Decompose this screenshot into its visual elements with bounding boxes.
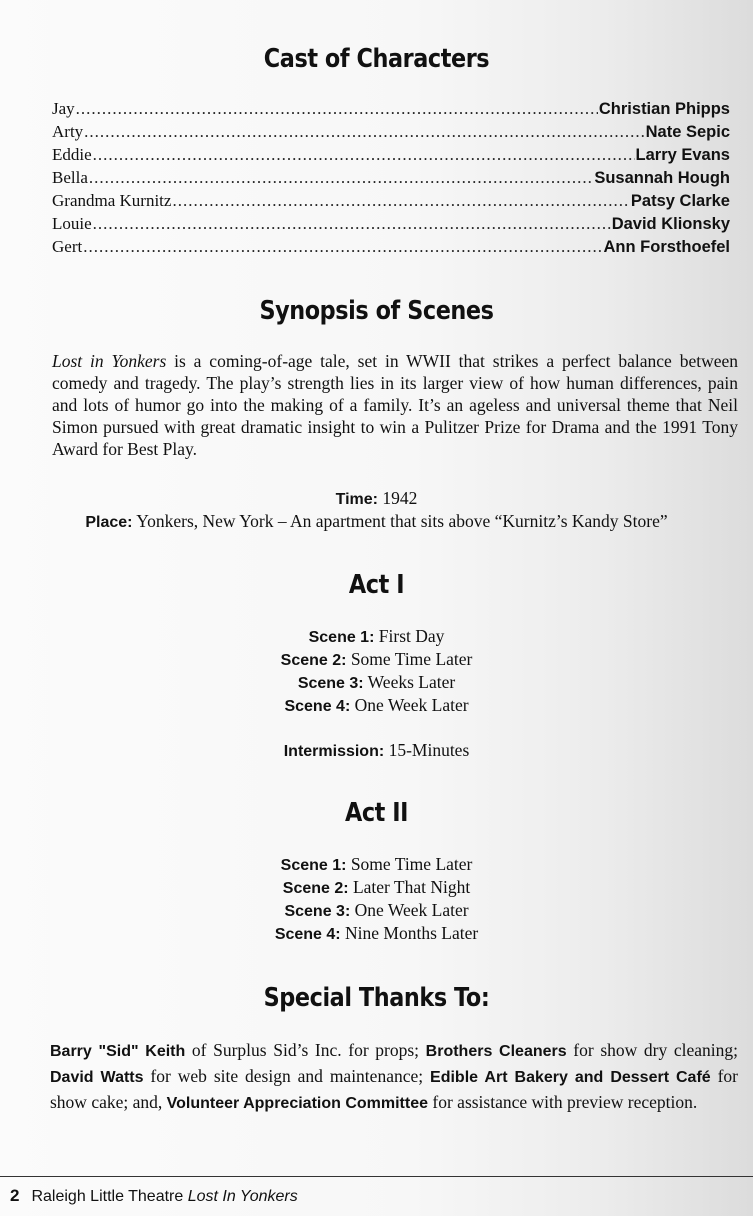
scene-label: Scene 4: xyxy=(284,698,351,715)
thanks-text: of Surplus Sid’s Inc. for props; xyxy=(185,1040,426,1060)
time-line xyxy=(0,488,753,509)
footer-divider xyxy=(0,1176,753,1177)
intermission-label: Intermission: xyxy=(283,743,385,760)
actor: David Klionsky xyxy=(611,215,730,233)
cast-row xyxy=(52,122,730,145)
role: Jay xyxy=(52,99,75,118)
scene-label: Scene 3: xyxy=(284,903,351,920)
scene-line xyxy=(0,854,753,875)
thanks-name: David Watts xyxy=(50,1069,144,1086)
thanks-name: Brothers Cleaners xyxy=(425,1043,567,1060)
role: Eddie xyxy=(52,145,92,164)
footer-play-title: Lost In Yonkers xyxy=(187,1188,298,1205)
scene-label: Scene 4: xyxy=(274,926,341,943)
cast-row xyxy=(52,237,730,260)
play-title: Lost in Yonkers xyxy=(52,351,167,371)
place-value: Yonkers, New York – An apartment that sits above “Kurnitz’s Kandy Store” xyxy=(132,511,668,531)
role: Arty xyxy=(52,122,84,141)
dot-leader xyxy=(76,99,598,119)
cast-row xyxy=(52,99,730,122)
cast-row xyxy=(52,191,730,214)
scene-value: Some Time Later xyxy=(346,649,473,669)
scene-value: Some Time Later xyxy=(346,854,473,874)
scene-value: Nine Months Later xyxy=(340,923,479,943)
act2-heading: Act II xyxy=(344,798,409,828)
scene-value: One Week Later xyxy=(350,900,469,920)
actor: Christian Phipps xyxy=(598,100,730,118)
thanks-paragraph xyxy=(50,1038,738,1116)
scene-value: Later That Night xyxy=(348,877,471,897)
scene-label: Scene 2: xyxy=(282,880,349,897)
cast-heading: Cast of Characters xyxy=(263,44,490,74)
dot-leader xyxy=(93,214,611,234)
scene-line xyxy=(0,923,753,944)
role: Grandma Kurnitz xyxy=(52,191,172,210)
actor: Nate Sepic xyxy=(645,123,730,141)
scene-value: First Day xyxy=(374,626,445,646)
thanks-text: for show dry cleaning; xyxy=(566,1040,739,1060)
dot-leader xyxy=(89,168,593,188)
thanks-name: Barry "Sid" Keith xyxy=(50,1043,186,1060)
role: Louie xyxy=(52,214,92,233)
scene-line xyxy=(0,695,753,716)
scene-label: Scene 1: xyxy=(308,629,375,646)
thanks-name: Volunteer Appreciation Committee xyxy=(166,1095,429,1112)
scene-label: Scene 2: xyxy=(280,652,347,669)
scene-value: Weeks Later xyxy=(363,672,456,692)
scene-label: Scene 3: xyxy=(297,675,364,692)
place-label: Place: xyxy=(85,514,133,531)
role: Bella xyxy=(52,168,88,187)
intermission-line xyxy=(0,740,753,761)
role: Gert xyxy=(52,237,83,256)
time-label: Time: xyxy=(335,491,378,508)
act1-heading: Act I xyxy=(348,570,405,600)
scene-line xyxy=(0,900,753,921)
cast-row xyxy=(52,145,730,168)
cast-list xyxy=(52,99,730,260)
actor: Patsy Clarke xyxy=(630,192,730,210)
scene-line xyxy=(0,626,753,647)
dot-leader xyxy=(84,122,644,142)
theatre-name: Raleigh Little Theatre xyxy=(31,1188,184,1205)
place-line xyxy=(0,511,753,532)
thanks-heading: Special Thanks To: xyxy=(263,983,490,1013)
synopsis-heading: Synopsis of Scenes xyxy=(259,296,494,326)
thanks-name: Edible Art Bakery and Dessert Café xyxy=(430,1069,711,1086)
thanks-text: for show cake; and, xyxy=(50,1066,739,1112)
scene-line xyxy=(0,649,753,670)
page-footer xyxy=(10,1186,298,1206)
dot-leader xyxy=(83,237,602,257)
page-number: 2 xyxy=(10,1186,20,1205)
scene-label: Scene 1: xyxy=(280,857,347,874)
intermission-value: 15-Minutes xyxy=(384,740,470,760)
scene-line xyxy=(0,877,753,898)
actor: Susannah Hough xyxy=(594,169,730,187)
thanks-text: for assistance with preview reception. xyxy=(428,1092,698,1112)
scene-line xyxy=(0,672,753,693)
synopsis-text: is a coming-of-age tale, set in WWII that strikes a perfect balance between comedy and tragedy. The play’s strength lies in its larger view of how human differences, pain and lots of humor go into the making of a family. It’s an ageless and universal theme that Neil Simon pursued with great dramatic insight to win a Pulitzer Prize for Drama and the 1991 Tony Award for Best Play. xyxy=(52,351,738,459)
time-value: 1942 xyxy=(378,488,418,508)
actor: Larry Evans xyxy=(635,146,730,164)
actor: Ann Forsthoefel xyxy=(603,238,730,256)
dot-leader xyxy=(93,145,635,165)
synopsis-paragraph xyxy=(52,350,738,460)
cast-row xyxy=(52,214,730,237)
cast-row xyxy=(52,168,730,191)
dot-leader xyxy=(172,191,629,211)
thanks-text: for web site design and maintenance; xyxy=(143,1066,431,1086)
scene-value: One Week Later xyxy=(350,695,469,715)
